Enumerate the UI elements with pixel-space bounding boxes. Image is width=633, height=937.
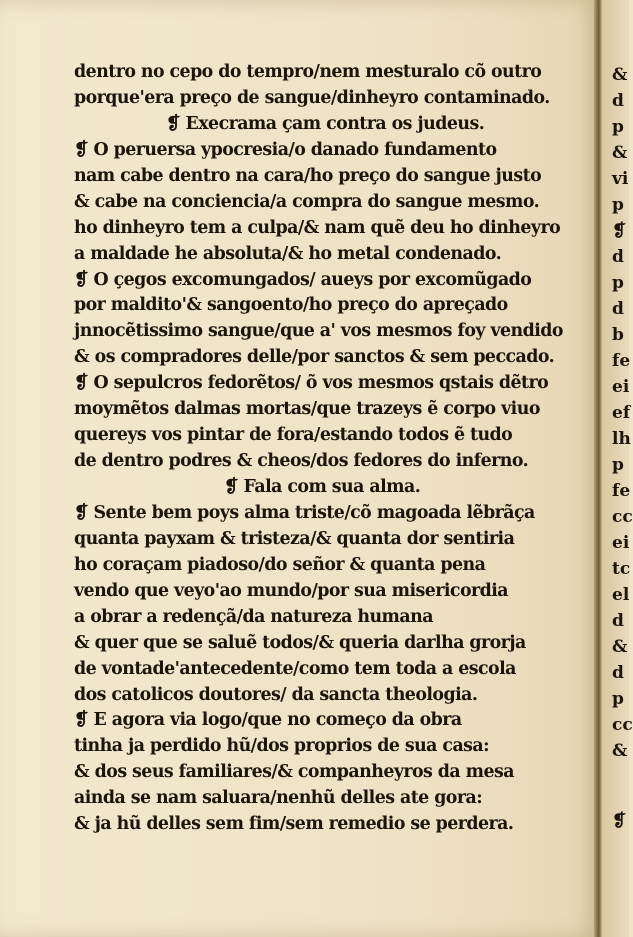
- section-heading: ❡ Execrama çam contra os judeus.: [166, 113, 485, 134]
- facing-line: ei: [612, 533, 630, 553]
- text-line: ❡ E agora via logo/que no começo da obra: [74, 710, 462, 731]
- book-gutter: [594, 0, 602, 937]
- facing-line: ❡: [612, 221, 627, 241]
- text-line: vendo que veyo'ao mundo/por sua misericordia: [74, 580, 509, 601]
- text-line: a maldade he absoluta/& ho metal condenado.: [74, 243, 502, 264]
- text-line: jnnocẽtissimo sangue/que a' vos mesmos foy vendido: [74, 321, 563, 342]
- facing-line: el: [612, 585, 630, 605]
- facing-line: &: [612, 637, 628, 657]
- text-line: ainda se nam saluara/nenhũ delles ate gora:: [74, 788, 483, 809]
- facing-line: fe: [612, 481, 631, 501]
- facing-line: p: [612, 689, 624, 709]
- facing-line: p: [612, 273, 624, 293]
- text-line: dos catolicos doutores/ da sancta theologia.: [74, 684, 478, 705]
- facing-line: ❡: [612, 811, 627, 831]
- facing-line: [612, 764, 632, 790]
- facing-line: cc: [612, 507, 633, 527]
- facing-line: d: [612, 663, 624, 683]
- text-line: tinha ja perdido hũ/dos proprios de sua casa:: [74, 736, 489, 757]
- facing-line: lh: [612, 429, 631, 449]
- text-line: & os compradores delle/por sanctos & sem peccado.: [74, 347, 555, 368]
- text-line: de dentro podres & cheos/dos fedores do inferno.: [74, 451, 529, 472]
- facing-line: p: [612, 455, 624, 475]
- text-line: porque'era preço de sangue/dinheyro contaminado.: [74, 87, 550, 108]
- body-text: [74, 60, 594, 838]
- facing-line: d: [612, 299, 624, 319]
- facing-line: &: [612, 143, 628, 163]
- text-line: dentro no cepo do tempro/nem mesturalo cõ outro: [74, 62, 542, 82]
- facing-line: vi: [612, 169, 629, 189]
- text-line: ho coraçam piadoso/do señor & quanta pena: [74, 554, 486, 575]
- facing-line: cc: [612, 715, 633, 735]
- text-line: de vontade'antecedente/como tem toda a escola: [74, 658, 516, 679]
- facing-line: d: [612, 91, 624, 111]
- text-line: ho dinheyro tem a culpa/& nam quẽ deu ho dinheyro: [74, 217, 561, 238]
- text-line: & cabe na conciencia/a compra do sangue mesmo.: [74, 191, 540, 212]
- facing-line: &: [612, 65, 628, 85]
- text-line: moymẽtos dalmas mortas/que trazeys ẽ corpo viuo: [74, 399, 540, 420]
- facing-page: [602, 0, 633, 937]
- facing-line: p: [612, 117, 624, 137]
- facing-line: &: [612, 741, 628, 761]
- text-line: nam cabe dentro na cara/ho preço do sangue justo: [74, 165, 542, 186]
- text-line: ❡ O çegos excomungados/ aueys por excomũgado: [74, 269, 532, 290]
- facing-line: b: [612, 325, 624, 345]
- facing-line: d: [612, 247, 624, 267]
- text-line: a obrar a redençã/da natureza humana: [74, 606, 433, 627]
- text-line: por maldito'& sangoento/ho preço do apreçado: [74, 295, 508, 316]
- facing-line: d: [612, 611, 624, 631]
- text-line: ❡ O peruersa ypocresia/o danado fundamento: [74, 139, 497, 160]
- facing-line: ef: [612, 403, 631, 423]
- facing-line: tc: [612, 559, 631, 579]
- text-line: & quer que se saluẽ todos/& queria darlha grorja: [74, 632, 526, 653]
- facing-line: ei: [612, 377, 630, 397]
- text-line: ❡ O sepulcros fedorẽtos/ õ vos mesmos qstais dẽtro: [74, 373, 549, 394]
- section-heading: ❡ Fala com sua alma.: [224, 477, 421, 497]
- facing-line: fe: [612, 351, 631, 371]
- text-line: ❡ Sente bem poys alma triste/cõ magoada lẽbrãça: [74, 502, 535, 523]
- text-line: & ja hũ delles sem fim/sem remedio se perdera.: [74, 814, 514, 835]
- text-line: quanta payxam & tristeza/& quanta dor sentiria: [74, 528, 515, 549]
- text-line: & dos seus familiares/& companheyros da mesa: [74, 762, 514, 783]
- facing-line: p: [612, 195, 624, 215]
- text-line: quereys vos pintar de fora/estando todos ẽ tudo: [74, 425, 513, 446]
